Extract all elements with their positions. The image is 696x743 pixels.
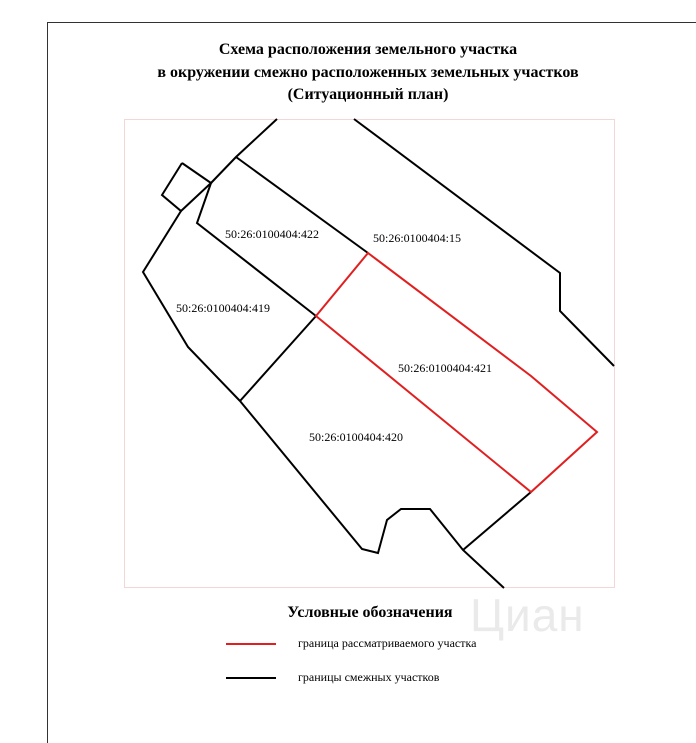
parcel-label-421: 50:26:0100404:421 <box>398 361 493 375</box>
legend-swatch-subject <box>226 643 276 645</box>
legend-swatch-adjacent <box>226 677 276 679</box>
parcel-boundary-419-420 <box>240 316 316 401</box>
map-title-line-2: в окружении смежно расположенных земельных участков <box>157 64 579 81</box>
legend-title: Условные обозначения <box>287 604 453 621</box>
map-title-line-1: Схема расположения земельного участка <box>218 41 518 58</box>
parcel-label-422: 50:26:0100404:422 <box>225 227 320 241</box>
parcel-label-420: 50:26:0100404:420 <box>309 430 404 444</box>
parcel-label-15: 50:26:0100404:15 <box>373 231 462 245</box>
parcel-label-419: 50:26:0100404:419 <box>176 301 271 315</box>
cian-watermark: Циан <box>470 589 585 641</box>
parcel-boundary-northwest <box>211 119 277 183</box>
parcel-boundary-420-east <box>463 492 531 550</box>
legend-label-subject: граница рассматриваемого участка <box>298 636 477 650</box>
legend-label-adjacent: границы смежных участков <box>298 670 440 684</box>
map-title-line-3: (Ситуационный план) <box>287 86 449 103</box>
